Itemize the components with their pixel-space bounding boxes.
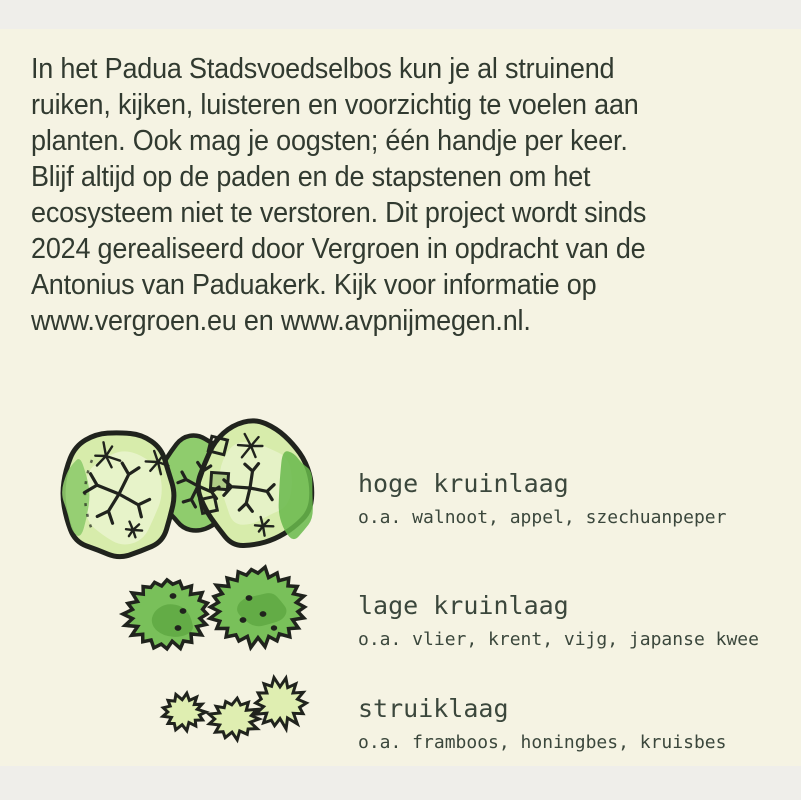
- intro-line: 2024 gerealiseerd door Vergroen in opdracht van de: [31, 233, 646, 265]
- intro-line: Blijf altijd op de paden en de stapstenen om het: [31, 161, 591, 193]
- intro-line: Antonius van Paduakerk. Kijk voor informatie op: [31, 269, 597, 301]
- layer-title-lage-kruinlaag: lage kruinlaag: [358, 591, 569, 620]
- intro-line: ruiken, kijken, luisteren en voorzichtig te voelen aan: [31, 89, 639, 121]
- bottom-margin-band: [0, 766, 801, 800]
- layer-title-hoge-kruinlaag: hoge kruinlaag: [358, 469, 569, 498]
- layer-examples-lage-kruinlaag: o.a. vlier, krent, vijg, japanse kwee: [358, 628, 759, 650]
- intro-line: www.vergroen.eu en www.avpnijmegen.nl.: [31, 305, 531, 337]
- top-margin-band: [0, 0, 801, 29]
- tree-crowns-illustration: [58, 398, 348, 576]
- info-sheet: [0, 29, 801, 766]
- layer-title-struiklaag: struiklaag: [358, 694, 509, 723]
- bushes-illustration: [116, 560, 316, 664]
- layer-examples-hoge-kruinlaag: o.a. walnoot, appel, szechuanpeper: [358, 506, 727, 528]
- intro-line: ecosysteem niet te verstoren. Dit project wordt sinds: [31, 197, 647, 229]
- intro-paragraph: [31, 51, 738, 339]
- layer-examples-struiklaag: o.a. framboos, honingbes, kruisbes: [358, 731, 727, 753]
- shrubs-illustration: [158, 672, 312, 752]
- intro-line: In het Padua Stadsvoedselbos kun je al struinend: [31, 53, 615, 85]
- intro-line: planten. Ook mag je oogsten; één handje per keer.: [31, 125, 628, 157]
